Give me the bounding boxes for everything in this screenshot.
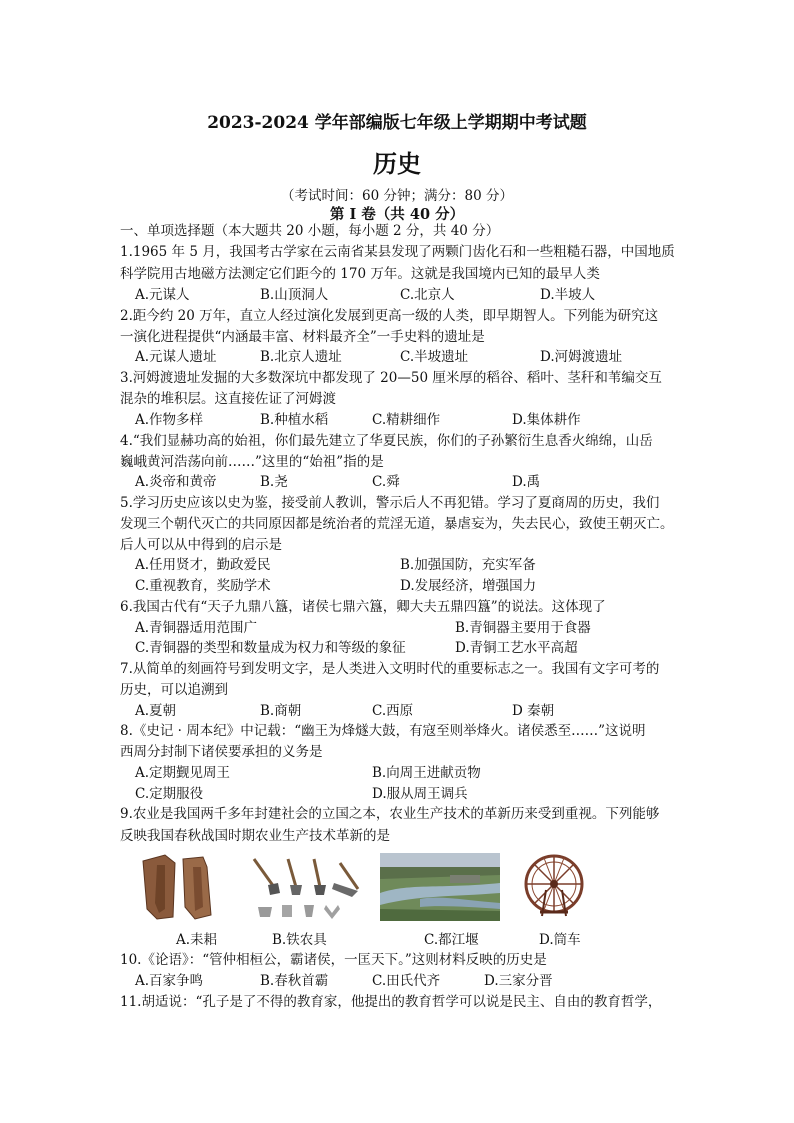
q2-option-b: B.北京人遗址 (260, 349, 342, 365)
q5-option-a: A.任用贤才，勤政爱民 (135, 557, 271, 573)
q4-line1: 4.“我们显赫功高的始祖，你们最先建立了华夏民族，你们的子孙繁衍生息香火绵绵，山岳 (120, 433, 653, 449)
q1-option-a: A.元谋人 (135, 287, 190, 303)
q6-option-a: A.青铜器适用范围广 (135, 620, 258, 636)
q6-line1: 6.我国古代有“天子九鼎八簋，诸侯七鼎六簋，卿大夫五鼎四簋”的说法。这体现了 (120, 599, 606, 615)
q4-line2: 巍峨黄河浩荡向前……”这里的“始祖”指的是 (120, 454, 384, 470)
q4-option-c: C.舜 (372, 474, 400, 490)
q9-line2: 反映我国春秋战国时期农业生产技术革新的是 (120, 828, 390, 844)
q5-line2: 发现三个朝代灭亡的共同原因都是统治者的荒淫无道，暴虐妄为，失去民心，致使王朝灭亡。 (120, 516, 674, 532)
q1-option-c: C.北京人 (400, 287, 455, 303)
q6-option-c: C.青铜器的类型和数量成为权力和等级的象征 (135, 640, 406, 656)
q8-option-a: A.定期觐见周王 (135, 765, 231, 781)
q6-option-d: D.青铜工艺水平高超 (455, 640, 578, 656)
q7-line1: 7.从简单的刻画符号到发明文字，是人类进入文明时代的重要标志之一。我国有文字可考的 (120, 661, 660, 677)
q1-option-d: D.半坡人 (540, 287, 596, 303)
q5-option-b: B.加强国防，充实军备 (400, 557, 536, 573)
q8-line1: 8.《史记 · 周本纪》中记载：“幽王为烽燧大鼓，有寇至则举烽火。诸侯悉至……”这说明 (120, 723, 646, 739)
q3-option-a: A.作物多样 (135, 412, 204, 428)
section-heading: 一、单项选择题（本大题共 20 小题，每小题 2 分，共 40 分） (120, 223, 500, 239)
q1-line2: 科学院用古地磁方法测定它们距今的 170 万年。这就是我国境内已知的最早人类 (120, 266, 600, 282)
q9-line1: 9.农业是我国两千多年封建社会的立国之本，农业生产技术的革新历来受到重视。下列能够 (120, 806, 660, 822)
q5-line1: 5.学习历史应该以史为鉴，接受前人教训，警示后人不再犯错。学习了夏商周的历史，我们 (120, 495, 660, 511)
q10-option-a: A.百家争鸣 (135, 973, 204, 989)
q2-line1: 2.距今约 20 万年，直立人经过演化发展到更高一级的人类，即早期智人。下列能为研究这 (120, 308, 659, 324)
q4-option-d: D.禹 (512, 474, 541, 490)
q2-option-d: D.河姆渡遗址 (540, 349, 623, 365)
q1-option-b: B.山顶洞人 (260, 287, 329, 303)
q8-option-c: C.定期服役 (135, 786, 204, 802)
iron-tools-image (248, 853, 370, 923)
q7-option-a: A.夏朝 (135, 703, 177, 719)
q10-option-c: C.田氏代齐 (372, 973, 441, 989)
q4-option-a: A.炎帝和黄帝 (135, 474, 217, 490)
q1-line1: 1.1965 年 5 月，我国考古学家在云南省某县发现了两颗门齿化石和一些粗糙石器，中国地质 (120, 244, 675, 260)
q3-line1: 3.河姆渡遗址发掘的大多数深坑中都发现了 20—50 厘米厚的稻谷、稻叶、茎秆和苇编交互 (120, 370, 662, 386)
q3-option-b: B.种植水稻 (260, 412, 329, 428)
volume-title: 第 I 卷（共 40 分） (329, 206, 465, 223)
q11-line1: 11.胡适说：“孔子是了不得的教育家，他提出的教育哲学可以说是民主、自由的教育哲学， (120, 994, 662, 1010)
q4-option-b: B.尧 (260, 474, 288, 490)
q8-option-b: B.向周王进献贡物 (372, 765, 481, 781)
q8-line2: 西周分封制下诸侯要承担的义务是 (120, 744, 323, 760)
dujiangyan-image (380, 853, 500, 921)
q2-line2: 一演化进程提供“内涵最丰富、材料最齐全”一手史料的遗址是 (120, 329, 485, 345)
exam-title: 2023-2024 学年部编版七年级上学期期中考试题 (207, 113, 587, 133)
q5-option-d: D.发展经济，增强国力 (400, 578, 537, 594)
q5-line3: 后人可以从中得到的启示是 (120, 537, 282, 553)
q5-option-c: C.重视教育，奖励学术 (135, 578, 271, 594)
q7-line2: 历史，可以追溯到 (120, 682, 228, 698)
q9-option-d: D.筒车 (539, 932, 581, 948)
leisi-plow-image (135, 853, 240, 923)
q7-option-b: B.商朝 (260, 703, 302, 719)
exam-info: （考试时间：60 分钟；满分：80 分） (281, 188, 513, 204)
q10-option-b: B.春秋首霸 (260, 973, 329, 989)
q2-option-a: A.元谋人遗址 (135, 349, 217, 365)
q9-option-a: A.耒耜 (176, 932, 218, 948)
q10-line1: 10.《论语》：“管仲相桓公，霸诸侯，一匡天下。”这则材料反映的历史是 (120, 952, 547, 968)
q3-line2: 混杂的堆积层。这直接佐证了河姆渡 (120, 391, 336, 407)
q9-option-c: C.都江堰 (424, 932, 479, 948)
q3-option-d: D.集体耕作 (512, 412, 581, 428)
q3-option-c: C.精耕细作 (372, 412, 441, 428)
tongche-waterwheel-image (520, 850, 590, 922)
q2-option-c: C.半坡遗址 (400, 349, 469, 365)
q6-option-b: B.青铜器主要用于食器 (455, 620, 591, 636)
q10-option-d: D.三家分晋 (484, 973, 553, 989)
q7-option-d: D 秦朝 (512, 703, 555, 719)
q9-option-b: B.铁农具 (272, 932, 327, 948)
q8-option-d: D.服从周王调兵 (372, 786, 468, 802)
subject-title: 历史 (373, 149, 421, 178)
q7-option-c: C.西原 (372, 703, 414, 719)
